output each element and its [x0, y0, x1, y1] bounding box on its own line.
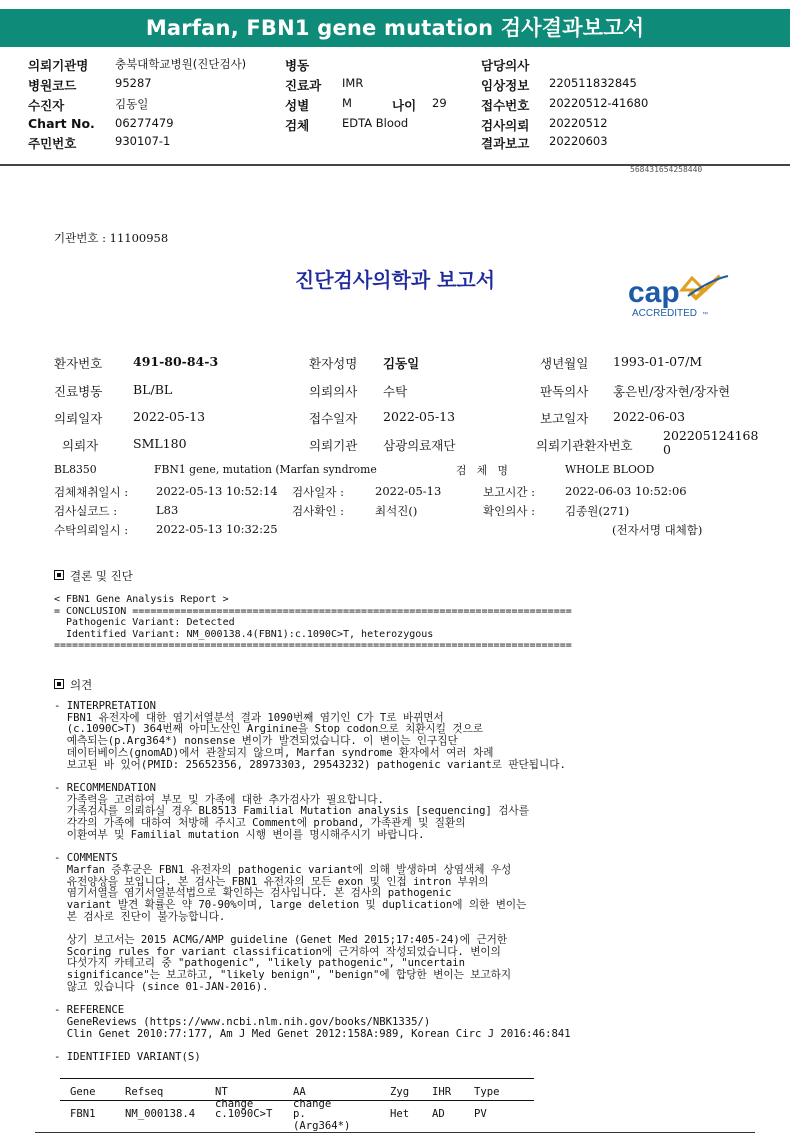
- opinion-text: - INTERPRETATION FBN1 유전자에 대한 염기서열분석 결과 1090번째 염기인 C가 T로 바뀌면서 (c.1090C>T) 364번째 아미노산인 Arginine을 Stop codon으로 치환시킬 것으로 예측되는(p.Arg364*) nonsense 변이가 발견되었습니다. 이 변이는 인구집단 데이터베이스(gnomAD)에서 관찰되지 않으며, Marfan syndrome 환자에서 여러 차례 보고된 바 있어(PMID: 25652356, 28973303, 29543232) pathogenic variant로 판단됩니다. - RECOMMENDATION 가족력을 고려하여 부모 및 가족에 대한 추가검사가 필요합니다. 가족검사를 의뢰하실 경우 BL8513 Familial Mutation analysis [sequencing] 검사를 각각의 가족에 대하여 처방해 주시고 Comment에 proband, 가족관계 및 질환의 이환여부 및 Familial mutation 시행 변이를 명시해주시기 바랍니다. - COMMENTS Marfan 증후군은 FBN1 유전자의 pathogenic variant에 의해 발생하며 상염색체 우성 유전양상을 보입니다. 본 검사는 FBN1 유전자의 모든 exon 및 인접 intron 부위의 염기서열을 염기서열분석법으로 확인하는 검사입니다. 본 검사의 pathogenic variant 발견 확률은 약 70-90%이며, large deletion 및 duplication에 의한 변이는 본 검사로 진단이 불가능합니다. 상기 보고서는 2015 ACMG/AMP guideline (Genet Med 2015;17:405-24)에 근거한 Scoring rules for variant classification에 근거하여 작성되었습니다. 변이의 다섯가지 카테고리 중 "pathogenic", "likely pathogenic", "uncertain significance"는 보고하고, "likely benign", "benign"에 합당한 변이는 보고하지 않고 있습니다 (since 01-JAN-2016). - REFERENCE GeneReviews (https://www.ncbi.nlm.nih.gov/books/NBK1335/) Clin Genet 2010:77:177, Am J Med Genet 2012:158A:989, Korean Circ J 2016:46:841 - IDENTIFIED VARIANT(S): [54, 700, 571, 1064]
- info-value: 수탁: [383, 384, 408, 399]
- header-label: 나이: [392, 98, 417, 113]
- report-time-label: 보고시간 :: [483, 485, 535, 499]
- header-value: IMR: [342, 76, 364, 90]
- info-label: 보고일자: [540, 411, 589, 426]
- confirm-doctor-value: 김종원(271): [565, 504, 630, 518]
- variant-table-header-cell: IHR: [432, 1086, 452, 1098]
- lab-code-label: 검사실코드 :: [54, 504, 118, 518]
- header-value: M: [342, 96, 352, 110]
- header-label: 병동: [285, 58, 310, 73]
- header-label: 성별: [285, 98, 310, 113]
- header-label: 의뢰기관명: [28, 58, 89, 73]
- table-mid-rule: [60, 1100, 534, 1101]
- header-label: 진료과: [285, 78, 322, 93]
- esign-note: (전자서명 대체함): [612, 523, 703, 537]
- opinion-heading: 의견: [54, 677, 92, 693]
- conclusion-heading: 결론 및 진단: [54, 568, 133, 584]
- cap-logo-icon: [620, 270, 735, 326]
- header-value: 29: [432, 96, 447, 110]
- info-label: 의뢰자: [62, 438, 99, 453]
- header-value: 95287: [115, 76, 152, 90]
- variant-table-cell: AD: [432, 1108, 445, 1120]
- outsource-label: 수탁의뢰일시 :: [54, 523, 129, 537]
- table-top-rule: [60, 1078, 534, 1079]
- institution-number: 기관번호 : 11100958: [54, 231, 169, 245]
- lab-code-value: L83: [156, 503, 179, 517]
- cutoff-number: 568431654258440: [630, 165, 703, 174]
- info-value: 2022-05-13: [383, 409, 456, 424]
- header-value: 06277479: [115, 116, 174, 130]
- report-title-bar: Marfan, FBN1 gene mutation 검사결과보고서: [0, 9, 790, 47]
- svg-text:cap: cap: [628, 276, 680, 309]
- variant-table-cell: NM_000138.4: [125, 1108, 196, 1120]
- info-label: 생년월일: [540, 356, 589, 371]
- page-bottom-line: [35, 1132, 755, 1133]
- header-value: 20220512: [549, 116, 608, 130]
- info-label: 접수일자: [309, 411, 358, 426]
- header-value: 충북대학교병원(진단검사): [115, 57, 247, 71]
- info-value: 김동일: [383, 356, 420, 371]
- header-label: 결과보고: [481, 136, 530, 151]
- header-label: 병원코드: [28, 78, 77, 93]
- variant-table-header-cell: AA change: [293, 1086, 332, 1110]
- variant-table-cell: p.(Arg364*): [293, 1108, 351, 1132]
- header-value: 20220512-41680: [549, 96, 649, 110]
- header-label: Chart No.: [28, 116, 95, 131]
- confirm-label: 검사확인 :: [292, 504, 344, 518]
- variant-table-header-cell: Zyg: [390, 1086, 410, 1098]
- variant-table-header-cell: Gene: [70, 1086, 96, 1098]
- info-label: 의뢰기관: [309, 438, 358, 453]
- info-value: 0: [663, 442, 671, 457]
- svg-text:™: ™: [702, 312, 708, 318]
- header-label: 수진자: [28, 98, 65, 113]
- variant-table-header-cell: Type: [474, 1086, 500, 1098]
- info-label: 판독의사: [540, 384, 589, 399]
- square-bullet-icon: [54, 679, 64, 689]
- header-label: 담당의사: [481, 58, 530, 73]
- test-code: BL8350: [54, 463, 97, 476]
- info-label: 의뢰의사: [309, 384, 358, 399]
- info-label: 진료병동: [54, 384, 103, 399]
- specimen-label: 검 체 명: [456, 464, 508, 477]
- info-value: BL/BL: [133, 382, 173, 397]
- header-value: 220511832845: [549, 76, 637, 90]
- variant-table-header-cell: Refseq: [125, 1086, 164, 1098]
- confirm-value: 최석진(): [375, 504, 418, 518]
- report-main-title: 진단검사의학과 보고서: [294, 268, 496, 292]
- report-time-value: 2022-06-03 10:52:06: [565, 484, 687, 498]
- variant-table-cell: Het: [390, 1108, 410, 1120]
- square-bullet-icon: [54, 570, 64, 580]
- test-name: FBN1 gene, mutation (Marfan syndrome: [154, 463, 377, 476]
- info-value: 1993-01-07/M: [613, 354, 703, 369]
- info-value: 2022-05-13: [133, 409, 206, 424]
- header-value: EDTA Blood: [342, 116, 409, 130]
- variant-table-header-cell: NT change: [215, 1086, 254, 1110]
- variant-table-cell: PV: [474, 1108, 487, 1120]
- info-value: 삼광의료재단: [383, 438, 456, 453]
- confirm-doctor-label: 확인의사 :: [483, 504, 535, 518]
- info-label: 환자번호: [54, 356, 103, 371]
- info-value: 491-80-84-3: [133, 354, 219, 369]
- info-value: 홍은빈/장자현/장자현: [613, 384, 731, 399]
- collect-value: 2022-05-13 10:52:14: [156, 484, 278, 498]
- header-value: 930107-1: [115, 134, 171, 148]
- info-value: 2022-06-03: [613, 409, 686, 424]
- header-label: 접수번호: [481, 98, 530, 113]
- header-label: 검사의뢰: [481, 118, 530, 133]
- outsource-value: 2022-05-13 10:32:25: [156, 522, 278, 536]
- cap-accredited-logo: [620, 270, 735, 326]
- conclusion-text: < FBN1 Gene Analysis Report > = CONCLUSION ========================================================================= Pathogenic Variant: Detected Identified Variant: NM_000138.4(FBN1):c.1090C>T, heterozygous ======================================================================================: [54, 594, 572, 652]
- info-label: 의뢰기관환자번호: [536, 438, 633, 453]
- collect-label: 검체채취일시 :: [54, 485, 129, 499]
- info-value: 202205124168: [663, 428, 759, 443]
- info-value: SML180: [133, 436, 187, 451]
- svg-text:ACCREDITED: ACCREDITED: [632, 308, 698, 319]
- specimen-value: WHOLE BLOOD: [565, 463, 655, 476]
- header-value: 김동일: [115, 97, 149, 111]
- info-label: 의뢰일자: [54, 411, 103, 426]
- info-label: 환자성명: [309, 356, 358, 371]
- test-date-value: 2022-05-13: [375, 484, 442, 498]
- variant-table-cell: FBN1: [70, 1108, 96, 1120]
- variant-table-cell: c.1090C>T: [215, 1108, 273, 1120]
- header-value: 20220603: [549, 134, 608, 148]
- header-label: 임상정보: [481, 78, 530, 93]
- header-label: 주민번호: [28, 136, 77, 151]
- test-date-label: 검사일자 :: [292, 485, 344, 499]
- header-label: 검체: [285, 118, 310, 133]
